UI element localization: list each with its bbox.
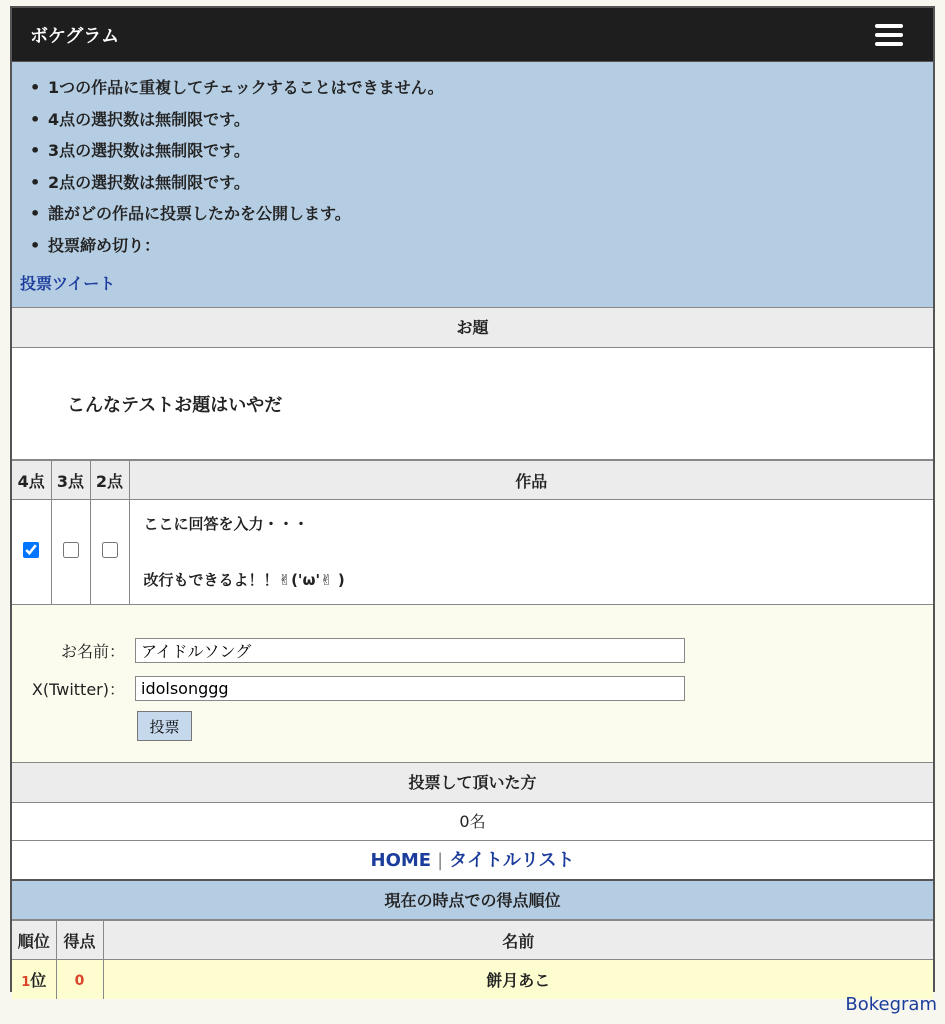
topic-text <box>12 348 933 460</box>
header-rank: 順位 <box>12 921 56 960</box>
score-cell <box>56 960 103 999</box>
voters-count: 0名 <box>12 803 933 841</box>
name-cell: 餅月あこ <box>103 960 933 999</box>
rank-suffix: 位 <box>30 970 47 990</box>
checkbox-3pt[interactable] <box>63 542 79 558</box>
rule-item: • 3点の選択数は無制限です。 <box>26 135 925 167</box>
rank-cell <box>12 960 56 999</box>
nav-separator: | <box>437 850 444 871</box>
vote-form <box>12 605 933 763</box>
voters-heading: 投票して頂いた方 <box>12 763 933 803</box>
table-row <box>12 500 933 605</box>
header-3pt: 3点 <box>51 461 90 500</box>
checkbox-2pt[interactable] <box>102 542 118 558</box>
name-input[interactable] <box>135 638 685 663</box>
rule-item: • 1つの作品に重複してチェックすることはできません。 <box>26 72 925 104</box>
answer-line-1: ここに回答を入力・・・ <box>143 515 309 533</box>
twitter-input[interactable] <box>135 676 685 701</box>
header-work: 作品 <box>129 461 933 500</box>
nav-links <box>12 841 933 881</box>
twitter-label: X(Twitter)： <box>31 679 125 699</box>
app-title: ボケグラム <box>30 25 120 47</box>
home-link[interactable]: HOME <box>370 850 432 871</box>
rules-list <box>20 72 925 261</box>
cell-4pt <box>12 500 51 605</box>
work-answer <box>129 500 933 605</box>
rule-item: • 投票締め切り： <box>26 230 925 262</box>
header-name: 名前 <box>103 921 933 960</box>
ranking-table <box>12 920 933 999</box>
header-score: 得点 <box>56 921 103 960</box>
works-table <box>12 460 933 605</box>
title-list-link[interactable]: タイトルリスト <box>449 850 575 871</box>
name-row <box>12 631 933 669</box>
checkbox-4pt[interactable] <box>23 542 39 558</box>
score-value: 0 <box>74 972 85 989</box>
cell-3pt <box>51 500 90 605</box>
header-2pt: 2点 <box>90 461 129 500</box>
rules-panel <box>12 62 933 308</box>
twitter-row <box>12 669 933 707</box>
vote-tweet-link[interactable]: 投票ツイート <box>20 274 116 293</box>
topic-heading: お題 <box>12 308 933 348</box>
ranking-heading: 現在の時点での得点順位 <box>12 881 933 920</box>
hamburger-menu-icon[interactable] <box>875 24 903 46</box>
main-frame <box>10 6 935 992</box>
vote-button[interactable]: 投票 <box>137 711 192 741</box>
app-header <box>12 8 933 62</box>
bokegram-link[interactable]: Bokegram <box>845 994 937 1015</box>
topic-label: こんなテストお題はいやだ <box>67 394 283 416</box>
header-4pt: 4点 <box>12 461 51 500</box>
answer-line-2: 改行もできるよ！！✌('ω'✌ ) <box>143 571 345 589</box>
cell-2pt <box>90 500 129 605</box>
rule-item: • 4点の選択数は無制限です。 <box>26 104 925 136</box>
rule-item: • 2点の選択数は無制限です。 <box>26 167 925 199</box>
name-label: お名前： <box>60 641 125 661</box>
rank-number: 1 <box>21 974 31 990</box>
rule-item: • 誰がどの作品に投票したかを公開します。 <box>26 198 925 230</box>
table-row <box>12 960 933 999</box>
